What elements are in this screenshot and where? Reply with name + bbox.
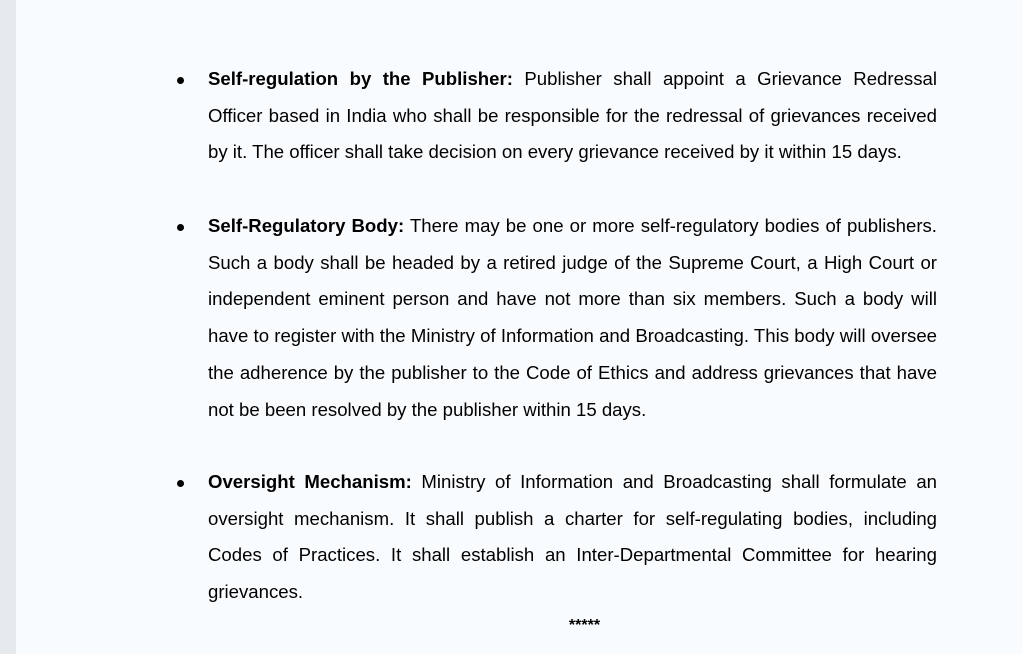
list-item-text [208, 208, 937, 428]
list-item-text [208, 61, 937, 171]
bullet-list [16, 0, 1023, 654]
left-margin-shade [0, 0, 16, 654]
list-item-text [208, 464, 937, 611]
list-item-body: Publisher shall appoint a Grievance Redressal Officer based in India who shall be responsible for the redressal of grievances received by it. The officer shall take decision on every grievance received by it within 15 days. [208, 68, 937, 163]
document-page [16, 0, 1023, 654]
end-marker: ***** [568, 617, 601, 634]
list-item-heading: Self-regulation by the Publisher: [208, 68, 513, 89]
list-item-heading: Self-Regulatory Body: [208, 215, 405, 236]
bullet-icon [176, 464, 188, 500]
bullet-icon [176, 61, 188, 97]
list-item-body: There may be one or more self-regulatory bodies of publishers. Such a body shall be headed by a retired judge of the Supreme Court, a High Court or independent eminent person and have not more than six members. Such a body will have to register with the Ministry of Information and Broadcasting. This body will oversee the adherence by the publisher to the Code of Ethics and address grievances that have not be been resolved by the publisher within 15 days. [208, 215, 937, 420]
list-item-heading: Oversight Mechanism: [208, 471, 412, 492]
list-item-body: Ministry of Information and Broadcasting shall formulate an oversight mechanism. It shall publish a charter for self-regulating bodies, including Codes of Practices. It shall establish an Inter-Departmental Committee for hearing grievances. [208, 471, 937, 603]
bullet-icon [176, 208, 188, 244]
